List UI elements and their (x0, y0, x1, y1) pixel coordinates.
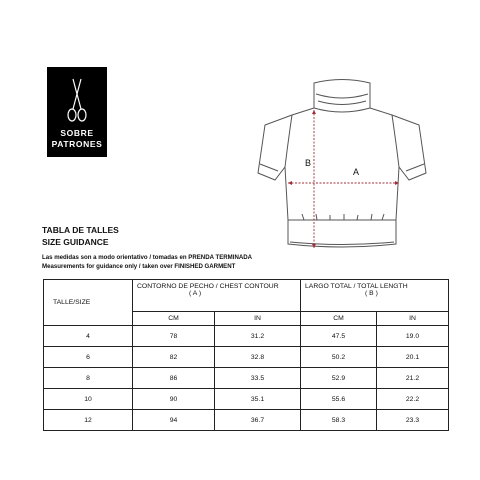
size-cell: 6 (44, 347, 133, 368)
size-column-header: TALLE/SIZE (44, 280, 133, 326)
length-cm-cell: 52.9 (301, 368, 377, 389)
unit-cm-chest: CM (133, 312, 215, 326)
table-row (44, 326, 449, 347)
unit-cm-length: CM (301, 312, 377, 326)
length-column-header (301, 280, 449, 312)
size-cell: 10 (44, 389, 133, 410)
note-spanish: Las medidas son a modo orientativo / tomadas en PRENDA TERMINADA (42, 254, 253, 261)
chest-cm-cell: 86 (133, 368, 215, 389)
logo-text-line2: PATRONES (51, 139, 103, 149)
table-row (44, 368, 449, 389)
unit-in-chest: IN (215, 312, 301, 326)
logo-text-line1: SOBRE (60, 128, 94, 138)
size-table (43, 279, 449, 431)
chest-in-cell: 35.1 (215, 389, 301, 410)
chest-header-text: CONTORNO DE PECHO / CHEST CONTOUR (137, 283, 279, 290)
note-english: Measurements for guidance only / taken over FINISHED GARMENT (42, 263, 236, 270)
length-in-cell: 22.2 (377, 389, 449, 410)
size-guidance-title: SIZE GUIDANCE (42, 237, 109, 247)
garment-drawing (230, 70, 440, 275)
chest-header-letter: ( A ) (189, 290, 202, 297)
size-cell: 8 (44, 368, 133, 389)
chest-cm-cell: 82 (133, 347, 215, 368)
length-in-cell: 21.2 (377, 368, 449, 389)
size-cell: 12 (44, 410, 133, 431)
chest-in-cell: 33.5 (215, 368, 301, 389)
chest-in-cell: 31.2 (215, 326, 301, 347)
chest-in-cell: 36.7 (215, 410, 301, 431)
length-in-cell: 23.3 (377, 410, 449, 431)
table-row (44, 347, 449, 368)
chest-cm-cell: 90 (133, 389, 215, 410)
length-cm-cell: 47.5 (301, 326, 377, 347)
length-cm-cell: 50.2 (301, 347, 377, 368)
measure-label-b: B (305, 158, 312, 168)
size-cell: 4 (44, 326, 133, 347)
chest-in-cell: 32.8 (215, 347, 301, 368)
length-cm-cell: 58.3 (301, 410, 377, 431)
length-in-cell: 20.1 (377, 347, 449, 368)
chest-cm-cell: 78 (133, 326, 215, 347)
brand-logo (47, 67, 107, 157)
chest-cm-cell: 94 (133, 410, 215, 431)
length-cm-cell: 55.6 (301, 389, 377, 410)
chest-column-header (133, 280, 301, 312)
size-table-title: TABLA DE TALLES (42, 225, 119, 235)
table-row (44, 410, 449, 431)
length-in-cell: 19.0 (377, 326, 449, 347)
table-row (44, 389, 449, 410)
unit-in-length: IN (377, 312, 449, 326)
length-header-text: LARGO TOTAL / TOTAL LENGTH (305, 283, 408, 290)
length-header-letter: ( B ) (365, 290, 378, 297)
measure-label-a: A (353, 167, 360, 177)
